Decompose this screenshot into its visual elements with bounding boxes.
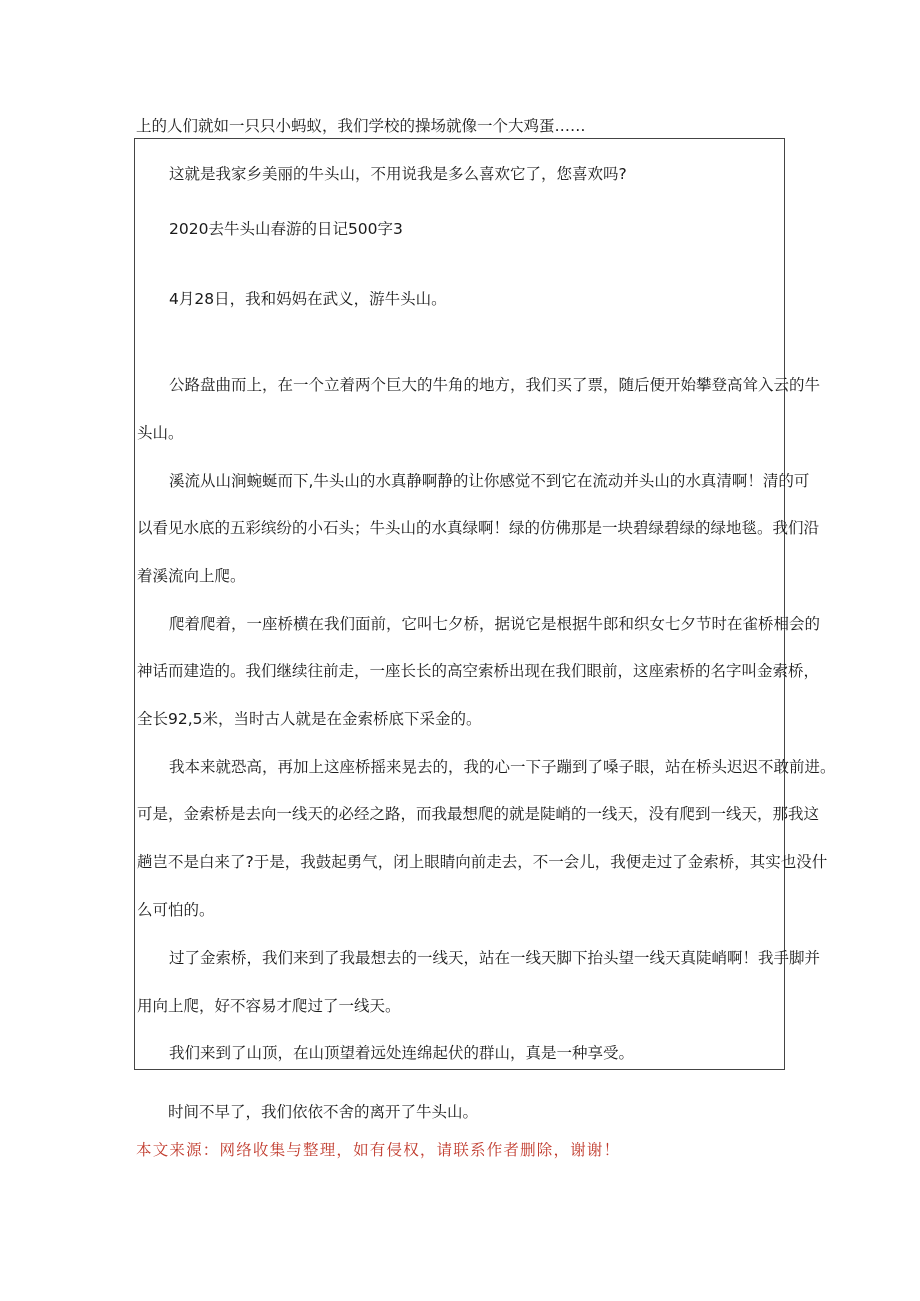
- paragraph-date-line: 4月28日，我和妈妈在武义，游牛头山。: [169, 290, 447, 308]
- article-title: 2020去牛头山春游的日记500字3: [169, 220, 403, 238]
- paragraph-stream-line-2: 以看见水底的五彩缤纷的小石头；牛头山的水真绿啊！绿的仿佛那是一块碧绿碧绿的绿地毯。我们沿: [137, 519, 820, 537]
- paragraph-yixiantian-line-1: 过了金索桥，我们来到了我最想去的一线天，站在一线天脚下抬头望一线天真陡峭啊！我手脚并: [169, 949, 821, 967]
- paragraph-bridge-line-2: 神话而建造的。我们继续往前走，一座长长的高空索桥出现在我们眼前，这座索桥的名字叫金索桥，: [137, 662, 820, 680]
- paragraph-fear-line-1: 我本来就恐高，再加上这座桥摇来晃去的，我的心一下子蹦到了嗓子眼，站在桥头迟迟不敢前进。: [169, 758, 836, 776]
- paragraph-closing-line: 这就是我家乡美丽的牛头山，不用说我是多么喜欢它了，您喜欢吗?: [169, 165, 627, 183]
- continued-paragraph-line: 上的人们就如一只只小蚂蚁，我们学校的操场就像一个大鸡蛋……: [136, 117, 586, 135]
- source-disclaimer: 本文来源：网络收集与整理，如有侵权，请联系作者删除，谢谢！: [136, 1141, 621, 1159]
- paragraph-fear-line-4: 么可怕的。: [137, 901, 215, 919]
- closing-paragraph: 时间不早了，我们依依不舍的离开了牛头山。: [168, 1103, 479, 1121]
- paragraph-stream-line-1: 溪流从山涧蜿蜒而下,牛头山的水真静啊静的让你感觉不到它在流动并头山的水真清啊！清的可: [169, 472, 810, 490]
- paragraph-yixiantian-line-2: 用向上爬，好不容易才爬过了一线天。: [137, 997, 401, 1015]
- paragraph-summit-line: 我们来到了山顶，在山顶望着远处连绵起伏的群山，真是一种享受。: [169, 1044, 635, 1062]
- paragraph-stream-line-3: 着溪流向上爬。: [137, 567, 246, 585]
- paragraph-road-line-2: 头山。: [137, 424, 184, 442]
- paragraph-bridge-line-3: 全长92,5米，当时古人就是在金索桥底下采金的。: [137, 710, 482, 728]
- paragraph-road-line-1: 公路盘曲而上，在一个立着两个巨大的牛角的地方，我们买了票，随后便开始攀登高耸入云的牛: [169, 376, 821, 394]
- paragraph-bridge-line-1: 爬着爬着，一座桥横在我们面前，它叫七夕桥，据说它是根据牛郎和织女七夕节时在雀桥相会的: [169, 615, 821, 633]
- paragraph-fear-line-3: 趟岂不是白来了?于是，我鼓起勇气，闭上眼睛向前走去，不一会儿，我便走过了金索桥，其实也没什: [137, 853, 828, 871]
- paragraph-fear-line-2: 可是，金索桥是去向一线天的必经之路，而我最想爬的就是陡峭的一线天，没有爬到一线天，那我这: [137, 805, 820, 823]
- boxed-text-frame: [134, 138, 836, 1070]
